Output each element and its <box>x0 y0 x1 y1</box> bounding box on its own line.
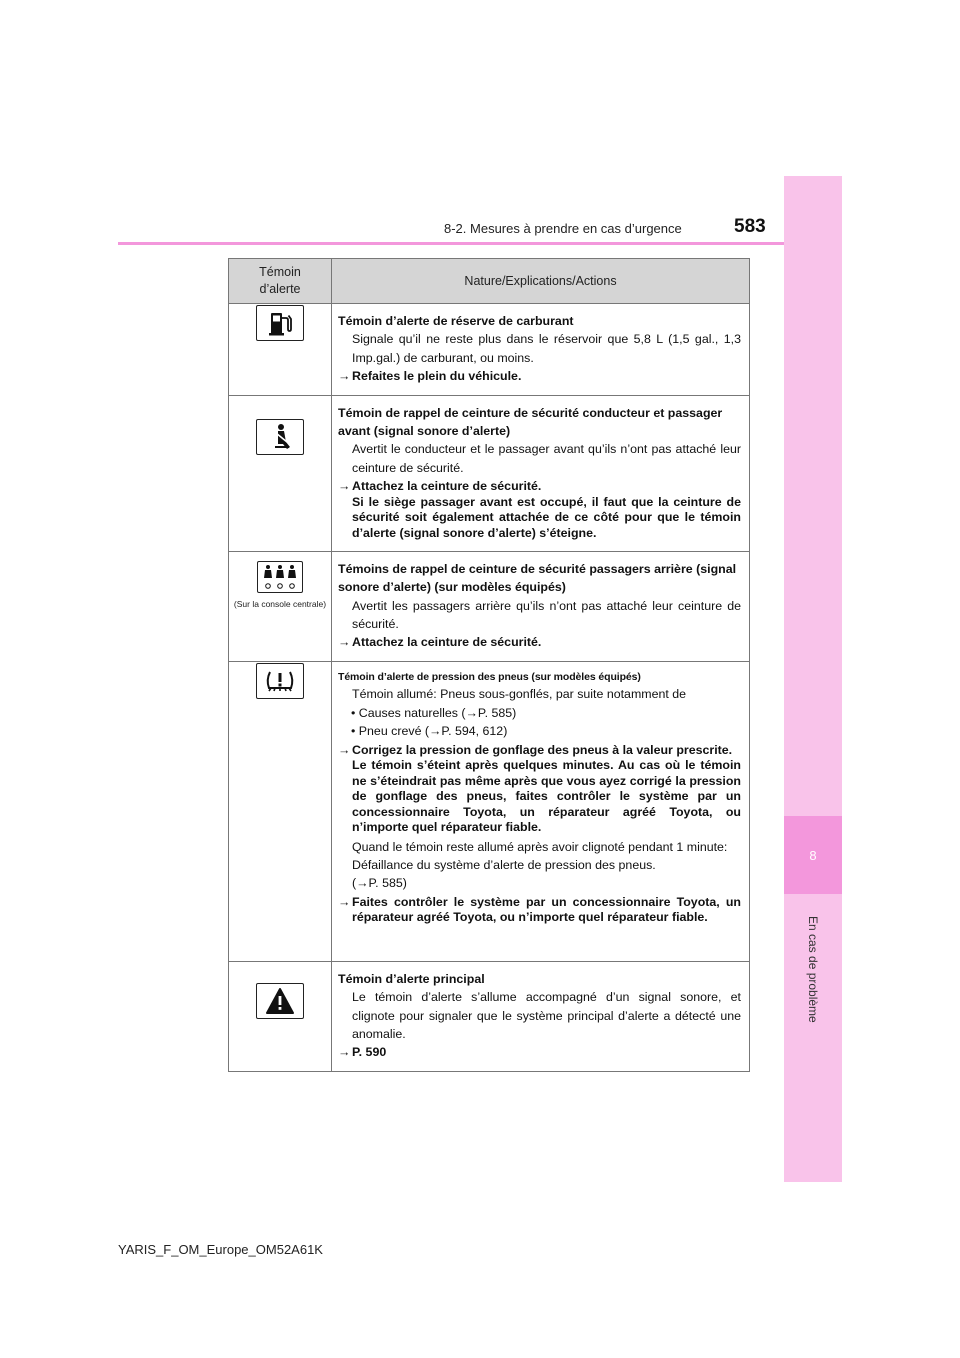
row-action <box>338 479 741 541</box>
row-description: Avertit le conducteur et le passager avant qu’ils n’ont pas attaché leur ceinture de sécurité. <box>352 442 741 475</box>
icon-cell <box>229 552 332 662</box>
column-header-desc: Nature/Explications/Actions <box>332 259 750 304</box>
warning-lights-table <box>228 258 750 1072</box>
arrow-icon: → <box>338 369 351 384</box>
row-description: Quand le témoin reste allumé après avoir clignoté pendant 1 minute: <box>352 839 728 854</box>
icon-cell <box>229 661 332 961</box>
row-action <box>338 635 741 651</box>
row-action-detail: Le témoin s’éteint après quelques minutes. Au cas où le témoin ne s’éteindrait pas même après que vous ayez corrigé la pression de gonflage des pneus, faites contrôler le système par un concessionnaire Toyota, un réparateur agréé Toyota, ou n’importe quel réparateur fiable. <box>352 758 741 835</box>
row-title: Témoins de rappel de ceinture de sécurité passagers arrière (signal sonore d’alerte) (sur modèles équipés) <box>338 562 737 595</box>
arrow-icon: → <box>338 479 351 494</box>
description-cell <box>332 395 750 551</box>
row-action <box>338 743 741 836</box>
description-cell <box>332 961 750 1071</box>
row-action-detail: Si le siège passager avant est occupé, il faut que la ceinture de sécurité soit également attachée de ce côté pour que le témoin d’alerte (signal sonore d’alerte) s’éteigne. <box>352 494 741 540</box>
rear-seatbelt-icon <box>257 561 303 593</box>
row-title: Témoin d’alerte de réserve de carburant <box>338 314 574 328</box>
list-item: • Causes naturelles (→P. 585) <box>351 705 517 720</box>
table-row <box>229 661 750 961</box>
arrow-icon: → <box>338 1045 351 1060</box>
column-header-icon <box>229 259 332 304</box>
row-action-text: Corrigez la pression de gonflage des pneus à la valeur prescrite. <box>352 742 733 757</box>
row-action-text: Refaites le plein du véhicule. <box>352 369 522 384</box>
table-row <box>229 304 750 396</box>
row-action <box>338 369 741 385</box>
header-rule <box>118 242 784 245</box>
table-header-row <box>229 259 750 304</box>
arrow-icon: → <box>338 742 351 757</box>
table-row <box>229 395 750 551</box>
icon-caption: (Sur la console centrale) <box>233 599 327 610</box>
column-header-icon-line1: Témoin <box>259 265 301 280</box>
row-title: Témoin d’alerte principal <box>338 971 485 986</box>
tire-pressure-icon <box>256 663 304 699</box>
row-description: Témoin allumé: Pneus sous-gonflés, par suite notamment de <box>352 687 687 702</box>
row-action <box>338 1045 741 1061</box>
row-description: Le témoin d’alerte s’allume accompagné d’un signal sonore, et clignote pour signaler que le système principal d’alerte a détecté une anomalie. <box>352 990 741 1042</box>
row-action-text: Faites contrôler le système par un concessionnaire Toyota, un réparateur agréé Toyota, ou n’importe quel réparateur fiable. <box>352 894 741 925</box>
icon-cell <box>229 395 332 551</box>
table-row <box>229 552 750 662</box>
icon-cell <box>229 304 332 396</box>
row-action-text: Attachez la ceinture de sécurité. <box>352 635 542 650</box>
list-item: • Pneu crevé (→P. 594, 612) <box>351 724 508 739</box>
row-description: Défaillance du système d’alerte de pression des pneus. <box>352 857 656 872</box>
chapter-label: En cas de problème <box>806 916 820 1023</box>
arrow-icon: → <box>338 635 351 650</box>
chapter-number: 8 <box>784 816 842 894</box>
description-cell <box>332 661 750 961</box>
master-warning-icon <box>256 983 304 1019</box>
row-title: Témoin d’alerte de pression des pneus (sur modèles équipés) <box>338 670 641 683</box>
row-description: Avertit les passagers arrière qu’ils n’ont pas attaché leur ceinture de sécurité. <box>352 598 741 632</box>
column-header-icon-line2: d’alerte <box>259 282 301 296</box>
row-description: (→P. 585) <box>352 876 407 891</box>
chapter-label-wrap <box>784 916 842 1096</box>
row-title: Témoin de rappel de ceinture de sécurité conducteur et passager avant (signal sonore d’alerte) <box>338 405 723 438</box>
page-number: 583 <box>734 216 766 237</box>
document-footer: YARIS_F_OM_Europe_OM52A61K <box>118 1242 323 1257</box>
row-description: Signale qu’il ne reste plus dans le réservoir que 5,8 L (1,5 gal., 1,3 Imp.gal.) de carburant, ou moins. <box>352 332 741 365</box>
table-row <box>229 961 750 1071</box>
icon-cell <box>229 961 332 1071</box>
arrow-icon: → <box>338 894 351 909</box>
row-action-text: P. 590 <box>352 1045 387 1060</box>
row-action-text: Attachez la ceinture de sécurité. <box>352 479 542 494</box>
row-action <box>338 895 741 926</box>
description-cell <box>332 304 750 396</box>
chapter-side-tab <box>784 176 842 1182</box>
fuel-pump-icon <box>256 305 304 341</box>
description-cell <box>332 552 750 662</box>
section-title: 8-2. Mesures à prendre en cas d’urgence <box>444 221 682 236</box>
seatbelt-icon <box>256 419 304 455</box>
